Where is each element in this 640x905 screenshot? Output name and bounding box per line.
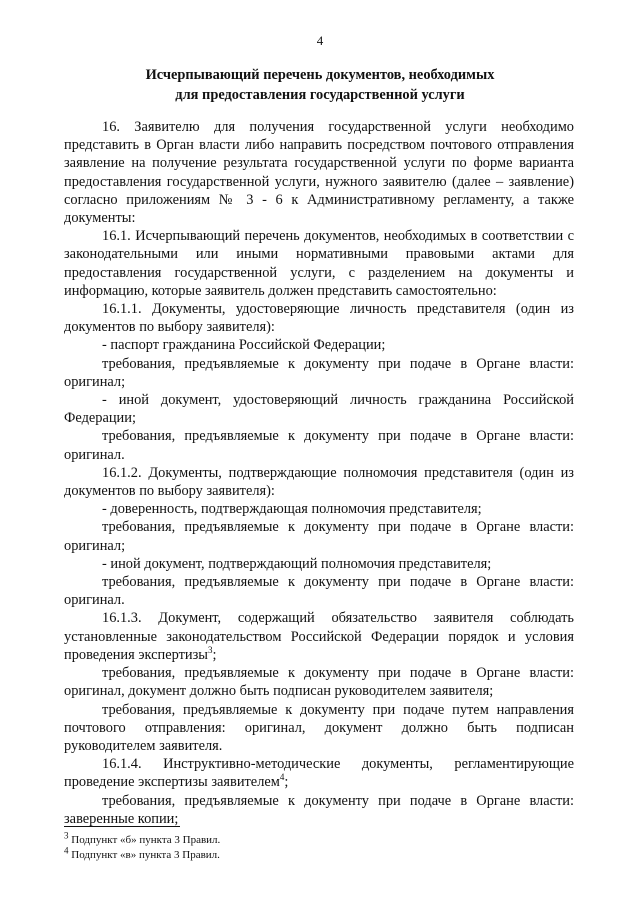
footnote-ref-3: 3 bbox=[207, 645, 213, 656]
footnote-separator bbox=[64, 826, 180, 827]
paragraph-16-1-3-tail: ; bbox=[212, 646, 217, 663]
list-item-other-id: - иной документ, удостоверяющий личность гражданина Российской Федерации; bbox=[64, 392, 574, 427]
footnote-4-text: Подпункт «в» пункта 3 Правил. bbox=[71, 849, 220, 861]
title-line-1: Исчерпывающий перечень документов, необходимых bbox=[145, 67, 495, 83]
requirement-text: требования, предъявляемые к документу при подаче в Органе власти: оригинал. bbox=[64, 428, 574, 463]
requirement-text: требования, предъявляемые к документу при подаче путем направления почтового отправления: оригинал, документ должно быть подписан руководителем заявителя. bbox=[64, 701, 574, 754]
paragraph-16-1-2: 16.1.2. Документы, подтверждающие полномочия представителя (один из документов по выбору заявителя): bbox=[64, 464, 574, 500]
requirement-text: требования, предъявляемые к документу при подаче в Органе власти: оригинал, документ должно быть подписан руководителем заявителя; bbox=[64, 665, 574, 700]
list-item-passport: - паспорт гражданина Российской Федерации; bbox=[102, 337, 386, 354]
footnote-4 bbox=[64, 845, 220, 862]
list-item-other-authority-doc: - иной документ, подтверждающий полномочия представителя; bbox=[102, 555, 492, 572]
requirement-text: требования, предъявляемые к документу при подаче в Органе власти: оригинал; bbox=[64, 355, 574, 390]
footnote-3-mark: 3 bbox=[64, 830, 69, 841]
list-item-power-of-attorney: - доверенность, подтверждающая полномочия представителя; bbox=[102, 501, 482, 518]
paragraph-16-1-4-tail: ; bbox=[284, 774, 289, 791]
requirement-text: требования, предъявляемые к документу при подаче в Органе власти: оригинал. bbox=[64, 574, 574, 609]
footnote-3-text: Подпункт «б» пункта 3 Правил. bbox=[71, 834, 221, 846]
title-line-2: для предоставления государственной услуги bbox=[175, 87, 465, 103]
document-body bbox=[64, 118, 574, 828]
paragraph-16-1-4 bbox=[64, 755, 574, 791]
requirement-text: требования, предъявляемые к документу при подаче в Органе власти: оригинал; bbox=[64, 519, 574, 554]
paragraph-16-1: 16.1. Исчерпывающий перечень документов, необходимых в соответствии с законодательными или иными нормативными правовыми актами для предоставления государственной услуги, с разделением на документы и информацию, которые заявитель должен представить самостоятельно: bbox=[64, 228, 574, 299]
paragraph-16-1-4-text: 16.1.4. Инструктивно-методические документы, регламентирующие проведение экспертизы заявителем bbox=[64, 756, 574, 791]
section-title bbox=[60, 65, 580, 105]
paragraph-16-1-3-text: 16.1.3. Документ, содержащий обязательство заявителя соблюдать установленные законодательством Российской Федерации порядок и условия проведения экспертизы bbox=[64, 610, 574, 663]
paragraph-16-1-1: 16.1.1. Документы, удостоверяющие личность представителя (один из документов по выбору заявителя): bbox=[64, 301, 574, 336]
paragraph-16-1-3 bbox=[64, 609, 574, 664]
paragraph-16: 16. Заявителю для получения государственной услуги необходимо представить в Орган власти либо направить посредством почтового отправления заявление на получение результата государственной услуги по форме варианта предоставления государственной услуги, нужного заявителю (далее – заявление) согласно приложениям № 3 - 6 к Административному регламенту, а также документы: bbox=[64, 119, 574, 227]
page-number: 4 bbox=[316, 33, 324, 48]
footnote-ref-4: 4 bbox=[279, 772, 285, 783]
footnote-3 bbox=[64, 830, 221, 847]
footnote-4-mark: 4 bbox=[64, 845, 69, 856]
requirement-text: требования, предъявляемые к документу при подаче в Органе власти: заверенные копии; bbox=[64, 792, 574, 827]
